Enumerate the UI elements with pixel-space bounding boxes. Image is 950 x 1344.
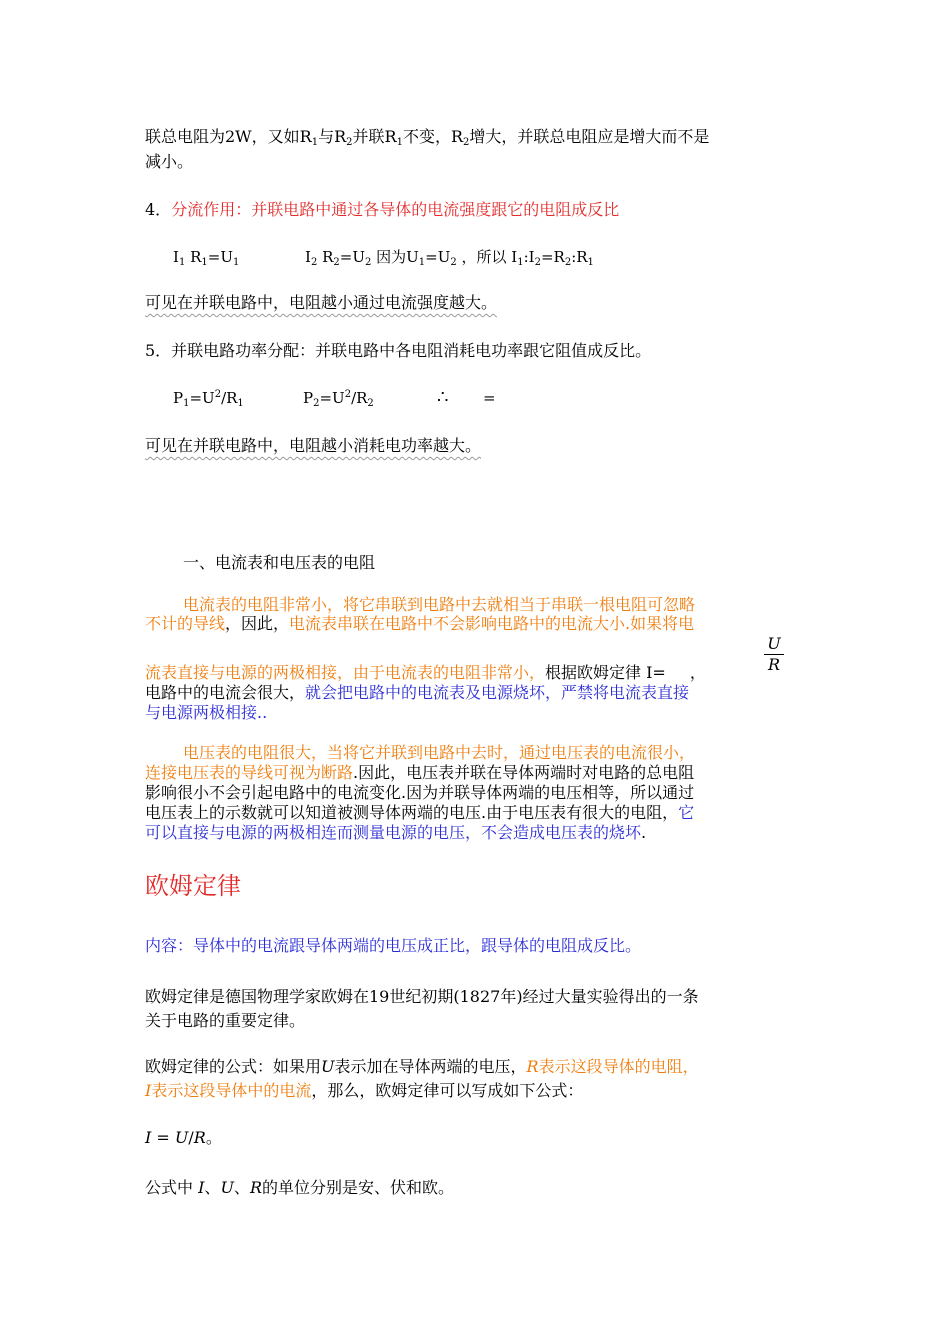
para-line: 减小。 bbox=[145, 152, 194, 171]
ohm-formula-intro: I表示这段导体中的电流，那么，欧姆定律可以写成如下公式： bbox=[145, 1081, 584, 1100]
document-page: 联总电阻为2W，又如$R_1$与$R_2$并联$R_1$不变，$R_2$增大，并联总电阻应是增大而不是 减小。 4．分流作用：并联电路中通过各导体的电流强度跟它的电阻成反比 $I_1$ $R_1=U_1$ $I_2$ $R_2=U_2$ 因为$U_1=U_2$ ，所以 $I_1:I_2=R_2:R_1$ 可见在并联电路中，电阻越小通过电流强度越大。 5．并联电路功率分配：并联电路中各电阻消耗电功率跟它阻值成反比。 $P_1=U^2/R_1$ $P_2=U^2/R_2$ ∴ = 可见在并联电路中，电阻越小消耗电功率越大。 一、电流表和电压表的电阻 电流表的电阻非常小，将它串联到电路中去就相当于串联一根电阻可忽略 不计的导线，因此，电流表串联在电路中不会影响电路中的电流大小.如果将电 $\frac{U}{R}$ 流表直接与电源的两极相接，由于电流表的电阻非常小，根据欧姆定律 I= ， 电路中的电流会很大，就会把电路中的电流表及电源烧坏，严禁将电流表直接 与电源两极相接.. 电压表的电阻很大，当将它并联到电路中去时，通过电压表的电流很小， 连接电压表的导线可视为断路.因此，电压表并联在导体两端时对电路的总电阻 影响很小不会引起电路中的电流变化.因为并联导体两端的电压相等，所以通过 电压表上的示数就可以知道被测导体两端的电压.由于电压表有很大的电阻，它 可以直接与电源的两极相连而测量电源的电压，不会造成电压表的烧坏. 欧姆定律 内容：导体中的电流跟导体两端的电压成正比，跟导体的电阻成反比。 欧姆定律是德国物理学家欧姆在19世纪初期(1827年)经过大量实验得出的一条 关于电路的重要定律。 欧姆定律的公式：如果用U表示加在导体两端的电压，R表示这段导体的电阻， I表示这段导体中的电流，那么，欧姆定律可以写成如下公式： I = U/R。 公式中 I、U、R的单位分别是安、伏和欧。 bbox=[0, 0, 950, 1344]
item-5-heading: 5．并联电路功率分配：并联电路中各电阻消耗电功率跟它阻值成反比。 bbox=[145, 341, 652, 360]
section-title: 一、电流表和电压表的电阻 bbox=[183, 553, 376, 572]
ammeter-line: 不计的导线，因此，电流表串联在电路中不会影响电路中的电流大小.如果将电 bbox=[145, 614, 695, 633]
voltmeter-line: 连接电压表的导线可视为断路.因此，电压表并联在导体两端时对电路的总电阻 bbox=[145, 763, 695, 782]
voltmeter-line: 可以直接与电源的两极相连而测量电源的电压，不会造成电压表的烧坏. bbox=[145, 823, 647, 842]
ohm-fraction: $\frac{U}{R}$ bbox=[764, 634, 784, 675]
conclusion-current: 可见在并联电路中，电阻越小通过电流强度越大。 bbox=[145, 293, 498, 312]
ammeter-line: 流表直接与电源的两极相接，由于电流表的电阻非常小，根据欧姆定律 I= ， bbox=[145, 663, 706, 682]
ammeter-line: 与电源两极相接.. bbox=[145, 703, 268, 722]
ohm-formula: I = U/R。 bbox=[145, 1128, 222, 1147]
ohm-formula-intro: 欧姆定律的公式：如果用U表示加在导体两端的电压，R表示这段导体的电阻， bbox=[145, 1057, 699, 1076]
ohm-history: 欧姆定律是德国物理学家欧姆在19世纪初期(1827年)经过大量实验得出的一条 bbox=[145, 987, 699, 1006]
ammeter-line: 电流表的电阻非常小，将它串联到电路中去就相当于串联一根电阻可忽略 bbox=[183, 595, 696, 614]
conclusion-power: 可见在并联电路中，电阻越小消耗电功率越大。 bbox=[145, 436, 482, 455]
voltmeter-line: 电压表的电阻很大，当将它并联到电路中去时，通过电压表的电流很小， bbox=[183, 743, 696, 762]
ohm-heading: 欧姆定律 bbox=[145, 872, 241, 900]
ohm-units: 公式中 I、U、R的单位分别是安、伏和欧。 bbox=[145, 1178, 454, 1197]
therefore-symbol: ∴ bbox=[437, 387, 449, 408]
para-line: 联总电阻为2W，又如$R_1$与$R_2$并联$R_1$不变，$R_2$增大，并联总电阻应是增大而不是 bbox=[145, 127, 710, 148]
item-4-heading: 4．分流作用：并联电路中通过各导体的电流强度跟它的电阻成反比 bbox=[145, 200, 620, 219]
ammeter-line: 电路中的电流会很大，就会把电路中的电流表及电源烧坏，严禁将电流表直接 bbox=[145, 683, 690, 702]
ohm-history: 关于电路的重要定律。 bbox=[145, 1011, 306, 1030]
ohm-content: 内容：导体中的电流跟导体两端的电压成正比，跟导体的电阻成反比。 bbox=[145, 936, 642, 955]
voltmeter-line: 电压表上的示数就可以知道被测导体两端的电压.由于电压表有很大的电阻，它 bbox=[145, 803, 695, 822]
voltmeter-line: 影响很小不会引起电路中的电流变化.因为并联导体两端的电压相等，所以通过 bbox=[145, 783, 695, 802]
